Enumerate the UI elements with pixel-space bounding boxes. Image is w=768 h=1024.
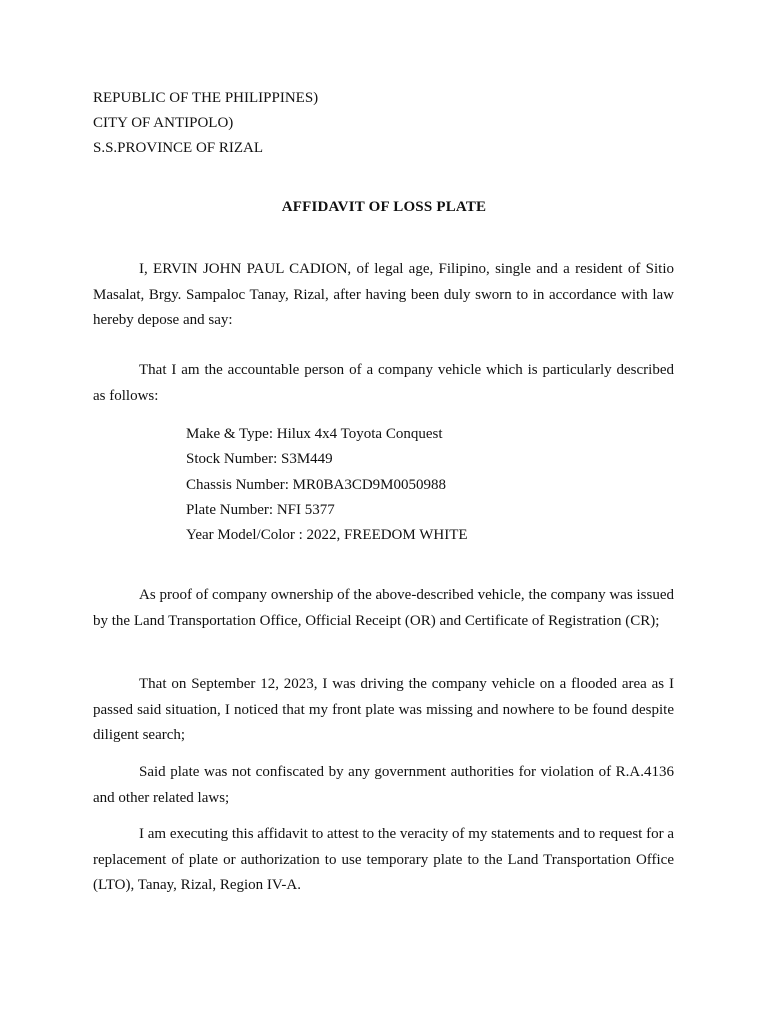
incident-paragraph: That on September 12, 2023, I was driving the company vehicle on a flooded area as I passed said situation, I noticed that my front plate was missing and nowhere to be found despite diligent search; xyxy=(93,676,674,743)
vehicle-chassis-number: Chassis Number: MR0BA3CD9M0050988 xyxy=(186,476,447,493)
intro-paragraph: I, ERVIN JOHN PAUL CADION, of legal age, Filipino, single and a resident of Sitio Masalat, Brgy. Sampaloc Tanay, Rizal, after having been duly sworn to in accordance with law hereby depose and say: xyxy=(93,261,674,328)
venue-city: CITY OF ANTIPOLO) xyxy=(93,115,234,131)
accountable-paragraph: That I am the accountable person of a company vehicle which is particularly described as follows: xyxy=(93,362,674,404)
not-confiscated-paragraph: Said plate was not confiscated by any government authorities for violation of R.A.4136 and other related laws; xyxy=(93,764,674,806)
venue-province: S.S.PROVINCE OF RIZAL xyxy=(93,140,264,156)
venue-block xyxy=(93,86,318,161)
proof-paragraph: As proof of company ownership of the above-described vehicle, the company was issued by the Land Transportation Office, Official Receipt (OR) and Certificate of Registration (CR); xyxy=(93,587,674,629)
venue-republic: REPUBLIC OF THE PHILIPPINES) xyxy=(93,90,319,106)
document-title: AFFIDAVIT OF LOSS PLATE xyxy=(281,199,487,215)
vehicle-make-type: Make & Type: Hilux 4x4 Toyota Conquest xyxy=(186,426,443,442)
vehicle-year-model-color: Year Model/Color : 2022, FREEDOM WHITE xyxy=(186,527,468,544)
vehicle-plate-number: Plate Number: NFI 5377 xyxy=(186,501,335,518)
vehicle-details xyxy=(186,422,468,548)
vehicle-stock-number: Stock Number: S3M449 xyxy=(186,451,333,468)
purpose-paragraph: I am executing this affidavit to attest to the veracity of my statements and to request for a replacement of plate or authorization to use temporary plate to the Land Transportation Office (LTO), Tanay, Rizal, Region IV-A. xyxy=(93,826,674,893)
